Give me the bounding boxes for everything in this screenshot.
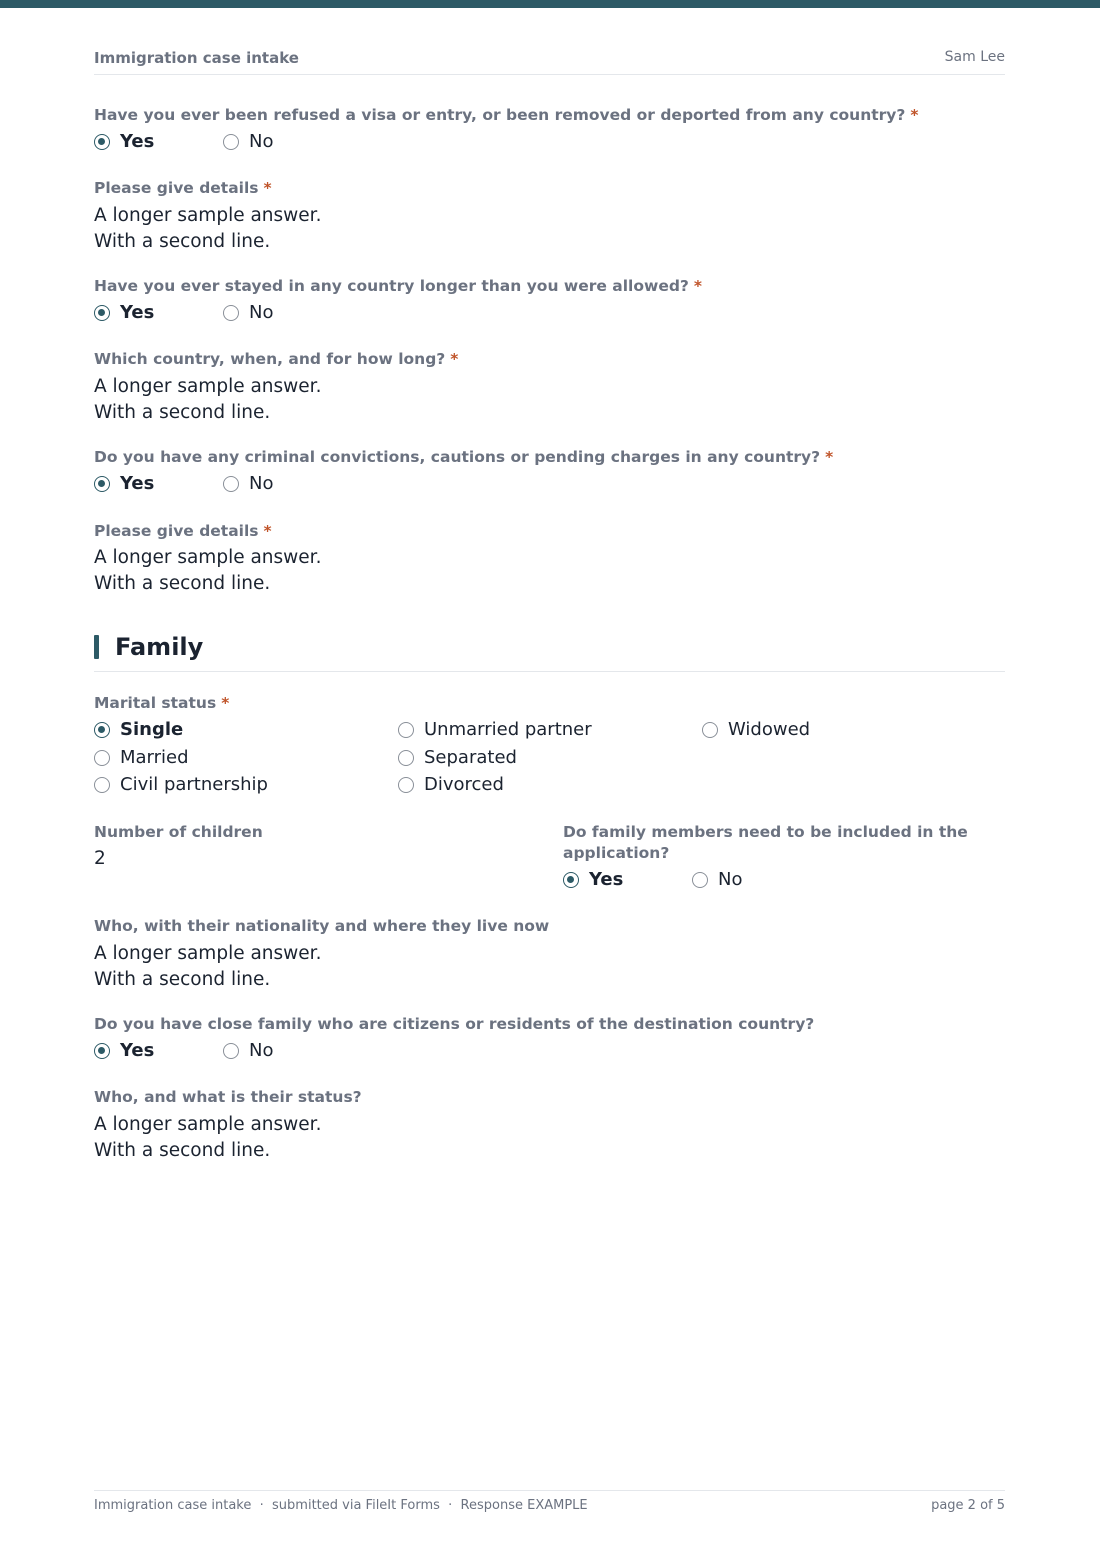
option-label: No xyxy=(249,302,274,323)
option-label: Unmarried partner xyxy=(424,719,592,740)
radio-empty-icon xyxy=(223,1043,239,1059)
answer-line: With a second line. xyxy=(94,231,271,252)
option-label: Divorced xyxy=(424,774,504,795)
answer-line: With a second line. xyxy=(94,402,271,423)
include-family-label: Do family members need to be included in the application? xyxy=(563,823,968,862)
option-label: Yes xyxy=(120,473,155,494)
required-mark: * xyxy=(825,448,834,466)
who-status-label: Who, and what is their status? xyxy=(94,1088,362,1106)
required-mark: * xyxy=(450,350,459,368)
form-title: Immigration case intake xyxy=(94,49,299,67)
answer-line: A longer sample answer. xyxy=(94,547,322,568)
radio-empty-icon xyxy=(692,872,708,888)
answer-line: With a second line. xyxy=(94,1140,271,1161)
close-family-label: Do you have close family who are citizens or residents of the destination country? xyxy=(94,1015,815,1033)
page-number: page 2 of 5 xyxy=(931,1498,1005,1513)
required-mark: * xyxy=(263,522,272,540)
refused-details-answer xyxy=(94,203,321,255)
option-label: No xyxy=(249,1040,274,1061)
section-title-family: Family xyxy=(115,633,204,661)
radio-selected-icon xyxy=(94,476,110,492)
section-accent-bar xyxy=(94,635,99,659)
criminal-details-label: Please give details * xyxy=(94,522,272,540)
radio-selected-icon xyxy=(94,722,110,738)
option-label: Civil partnership xyxy=(120,774,268,795)
option-label: Yes xyxy=(120,302,155,323)
option-label: Yes xyxy=(589,869,624,890)
criminal-details-answer xyxy=(94,545,321,597)
radio-empty-icon xyxy=(398,777,414,793)
radio-empty-icon xyxy=(94,777,110,793)
answer-line: A longer sample answer. xyxy=(94,943,322,964)
radio-empty-icon xyxy=(398,722,414,738)
radio-empty-icon xyxy=(702,722,718,738)
option-label: No xyxy=(718,869,743,890)
marital-status-label: Marital status * xyxy=(94,694,230,712)
radio-selected-icon xyxy=(94,1043,110,1059)
radio-selected-icon xyxy=(563,872,579,888)
option-label: Yes xyxy=(120,131,155,152)
required-mark: * xyxy=(263,179,272,197)
option-label: Married xyxy=(120,747,189,768)
radio-empty-icon xyxy=(223,305,239,321)
required-mark: * xyxy=(221,694,230,712)
answer-line: A longer sample answer. xyxy=(94,376,322,397)
criminal-question-label: Do you have any criminal convictions, cautions or pending charges in any country? * xyxy=(94,448,834,466)
option-label: No xyxy=(249,473,274,494)
option-label: Separated xyxy=(424,747,517,768)
radio-selected-icon xyxy=(94,305,110,321)
overstay-details-answer xyxy=(94,374,321,426)
page-header xyxy=(94,48,1005,75)
radio-selected-icon xyxy=(94,134,110,150)
footer-info: Immigration case intake · submitted via FileIt Forms · Response EXAMPLE xyxy=(94,1498,588,1513)
answer-line: A longer sample answer. xyxy=(94,205,322,226)
refused-question-label: Have you ever been refused a visa or entry, or been removed or deported from any country? * xyxy=(94,106,919,124)
answer-line: A longer sample answer. xyxy=(94,1114,322,1135)
required-mark: * xyxy=(693,277,703,295)
respondent-name: Sam Lee xyxy=(944,49,1005,65)
option-label: Single xyxy=(120,719,184,740)
footer-divider xyxy=(94,1490,1005,1491)
children-value: 2 xyxy=(94,848,106,869)
top-accent-bar xyxy=(0,0,1100,8)
answer-line: With a second line. xyxy=(94,573,271,594)
overstay-details-label: Which country, when, and for how long? * xyxy=(94,350,459,368)
option-label: No xyxy=(249,131,274,152)
refused-details-label: Please give details * xyxy=(94,179,272,197)
who-nationality-answer xyxy=(94,941,321,993)
overstay-question-label: Have you ever stayed in any country longer than you were allowed? * xyxy=(94,277,703,295)
option-label: Widowed xyxy=(728,719,811,740)
radio-empty-icon xyxy=(94,750,110,766)
section-divider xyxy=(94,671,1005,672)
who-nationality-label: Who, with their nationality and where they live now xyxy=(94,917,550,935)
radio-empty-icon xyxy=(223,134,239,150)
who-status-answer xyxy=(94,1112,321,1164)
radio-empty-icon xyxy=(223,476,239,492)
radio-empty-icon xyxy=(398,750,414,766)
option-label: Yes xyxy=(120,1040,155,1061)
required-mark: * xyxy=(910,106,919,124)
children-label: Number of children xyxy=(94,823,263,841)
answer-line: With a second line. xyxy=(94,969,271,990)
